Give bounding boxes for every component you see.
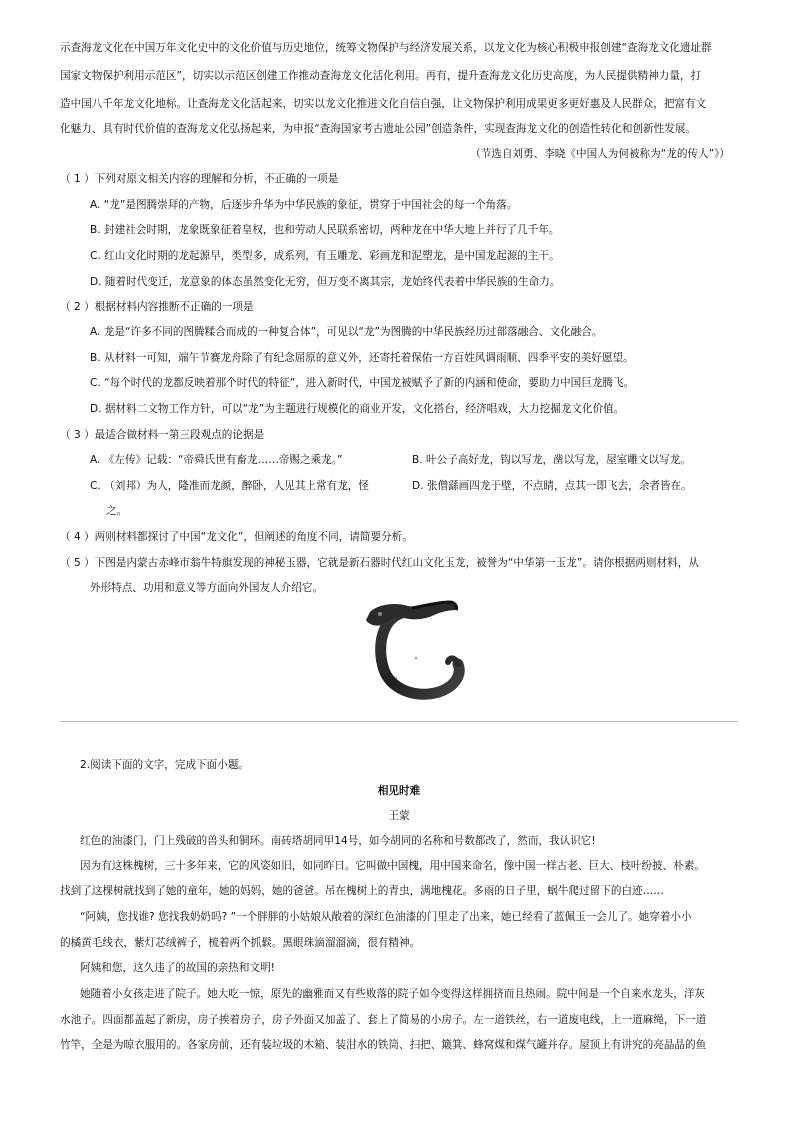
jade-dragon-icon: [352, 598, 474, 702]
q3-stem: （ 3 ）最适合做材料一第三段观点的论据是: [60, 429, 265, 441]
section-divider: [60, 721, 738, 722]
paragraph-2-line-1: 因为有这株槐树，三十多年来，它的风姿如旧，如同昨日。它叫做中国槐，用中国来命名，像中国一样古老、巨大、枝叶纷披、朴素。: [80, 860, 706, 872]
passage1-line-2: 国家文物保护利用示范区”，切实以示范区创建工作推动查海龙文化活化利用。再有，提升查海龙文化历史高度，为人民提供精神力量，打: [60, 70, 702, 82]
q3-option-d: D. 张僧繇画四龙于壁，不点睛，点其一即飞去，余者皆在。: [412, 480, 692, 492]
passage1-source: （节选自刘勇、李晓《中国人为何被称为“龙的传人”》）: [470, 148, 730, 160]
paragraph-5-line-3: 竹竿，全是为晾衣服用的。各家房前，还有装垃圾的木箱、装泔水的铁筒、扫把、簸箕、蜂窝煤和煤气罐并存。屋顶上有讲究的亮晶晶的鱼: [60, 1039, 707, 1051]
q3-option-a: A. 《左传》记载：“帝舜氏世有畜龙……帝赐之乘龙。”: [90, 454, 343, 466]
q2-option-c: C. “每个时代的龙都反映着那个时代的特征”，进入新时代，中国龙被赋予了新的内涵和使命，要助力中国巨龙腾飞。: [90, 377, 635, 389]
paragraph-5-line-2: 水池子。四面都盖起了新房，房子挨着房子，房子外面又加盖了、套上了简易的小房子。左一道铁丝，右一道废电线，上一道麻绳，下一道: [60, 1014, 707, 1026]
q5-stem: （ 5 ）下图是内蒙古赤峰市翁牛特旗发现的神秘玉器，它就是新石器时代红山文化玉龙，被誉为“中华第一玉龙”。请你根据两则材料，从: [60, 557, 699, 569]
passage1-line-3: 造中国八千年龙文化地标。让查海龙文化活起来，切实以龙文化推进文化自信自强，让文物保护利用成果更多更好惠及人民群众，把富有文: [60, 98, 707, 110]
q1-option-b: B. 封建社会时期，龙象既象征着皇权，也和劳动人民联系密切，两种龙在中华大地上并行了几千年。: [90, 224, 560, 236]
paragraph-1-line-1: 红色的油漆门，门上残破的兽头和铜环。南砖塔胡同甲14号，如今胡同的名称和号数都改了，然而，我认识它!: [80, 835, 596, 847]
q2-option-a: A. 龙是“许多不同的图腾糅合而成的一种复合体”，可见以“龙”为图腾的中华民族经历过部落融合、文化融合。: [90, 326, 603, 338]
q4-stem: （ 4 ）两则材料都探讨了中国“龙文化”，但阐述的角度不同，请简要分析。: [60, 531, 413, 543]
passage1-line-1: 示查海龙文化在中国万年文化史中的文化价值与历史地位，统筹文物保护与经济发展关系，以龙文化为核心积极申报创建“查海龙文化遗址群: [60, 42, 712, 54]
q2-option-d: D. 据材料二文物工作方针，可以“龙”为主题进行规模化的商业开发，文化搭台，经济唱戏，大力挖掘龙文化价值。: [90, 403, 625, 415]
q3-option-c-continued: 之。: [106, 505, 128, 517]
article-title: 相见时难: [377, 785, 421, 797]
q2-option-b: B. 从材料一可知，端午节赛龙舟除了有纪念屈原的意义外，还寄托着保佑一方百姓风调雨顺、四季平安的美好愿望。: [90, 352, 634, 364]
paragraph-2-line-2: 找到了这棵树就找到了她的童年，她的妈妈，她的爸爸。吊在槐树上的青虫，满地槐花。多雨的日子里，蜗牛爬过留下的白迹……: [60, 885, 664, 897]
q1-option-a: A. “龙”是图腾崇拜的产物，后逐步升华为中华民族的象征，贯穿于中国社会的每一个角落。: [90, 199, 518, 211]
paragraph-3-line-2: 的橘黄毛线衣，紫灯芯绒裤子，梳着两个抓鬏。黑眼珠滴溜溜滴，很有精神。: [60, 937, 421, 949]
section2-heading: 2.阅读下面的文字，完成下面小题。: [80, 759, 250, 771]
q3-option-b: B. 叶公子高好龙，钩以写龙，凿以写龙，屋室雕文以写龙。: [412, 454, 691, 466]
paragraph-3-line-1: “阿姨，您找谁? 您找我奶奶吗? ”一个胖胖的小姑娘从敞着的深红色油漆的门里走了出来，她已经看了蓝佩玉一会儿了。她穿着小小: [80, 911, 692, 923]
article-author: 王蒙: [388, 810, 410, 822]
q1-stem: （ 1 ）下列对原文相关内容的理解和分析，不正确的一项是: [60, 173, 339, 185]
q2-stem: （ 2 ）根据材料内容推断不正确的一项是: [60, 301, 254, 313]
passage1-line-4: 化魅力、具有时代价值的查海龙文化弘扬起来，为申报“查海国家考古遗址公园”创造条件，实现查海龙文化的创造性转化和创新性发展。: [60, 123, 697, 135]
paragraph-5-line-1: 她随着小女孩走进了院子。她大吃一惊，原先的幽雅而又有些败落的院子如今变得这样拥挤而且热闹。院中间是一个自来水龙头，洋灰: [80, 988, 706, 1000]
q5-stem-continued: 外形特点、功用和意义等方面向外国友人介绍它。: [90, 582, 324, 594]
q3-option-c: C. （刘邦）为人，隆准而龙颜，醉卧，人见其上常有龙，怪: [90, 480, 369, 492]
paragraph-4-line-1: 阿姨和您，这久违了的故国的亲热和文明!: [80, 962, 275, 974]
q1-option-d: D. 随着时代变迁，龙意象的体态虽然变化无穷，但万变不离其宗，龙始终代表着中华民族的生命力。: [90, 276, 561, 288]
q1-option-c: C. 红山文化时期的龙起源早，类型多，成系列，有玉雕龙、彩画龙和泥塑龙，是中国龙起源的主干。: [90, 250, 560, 262]
